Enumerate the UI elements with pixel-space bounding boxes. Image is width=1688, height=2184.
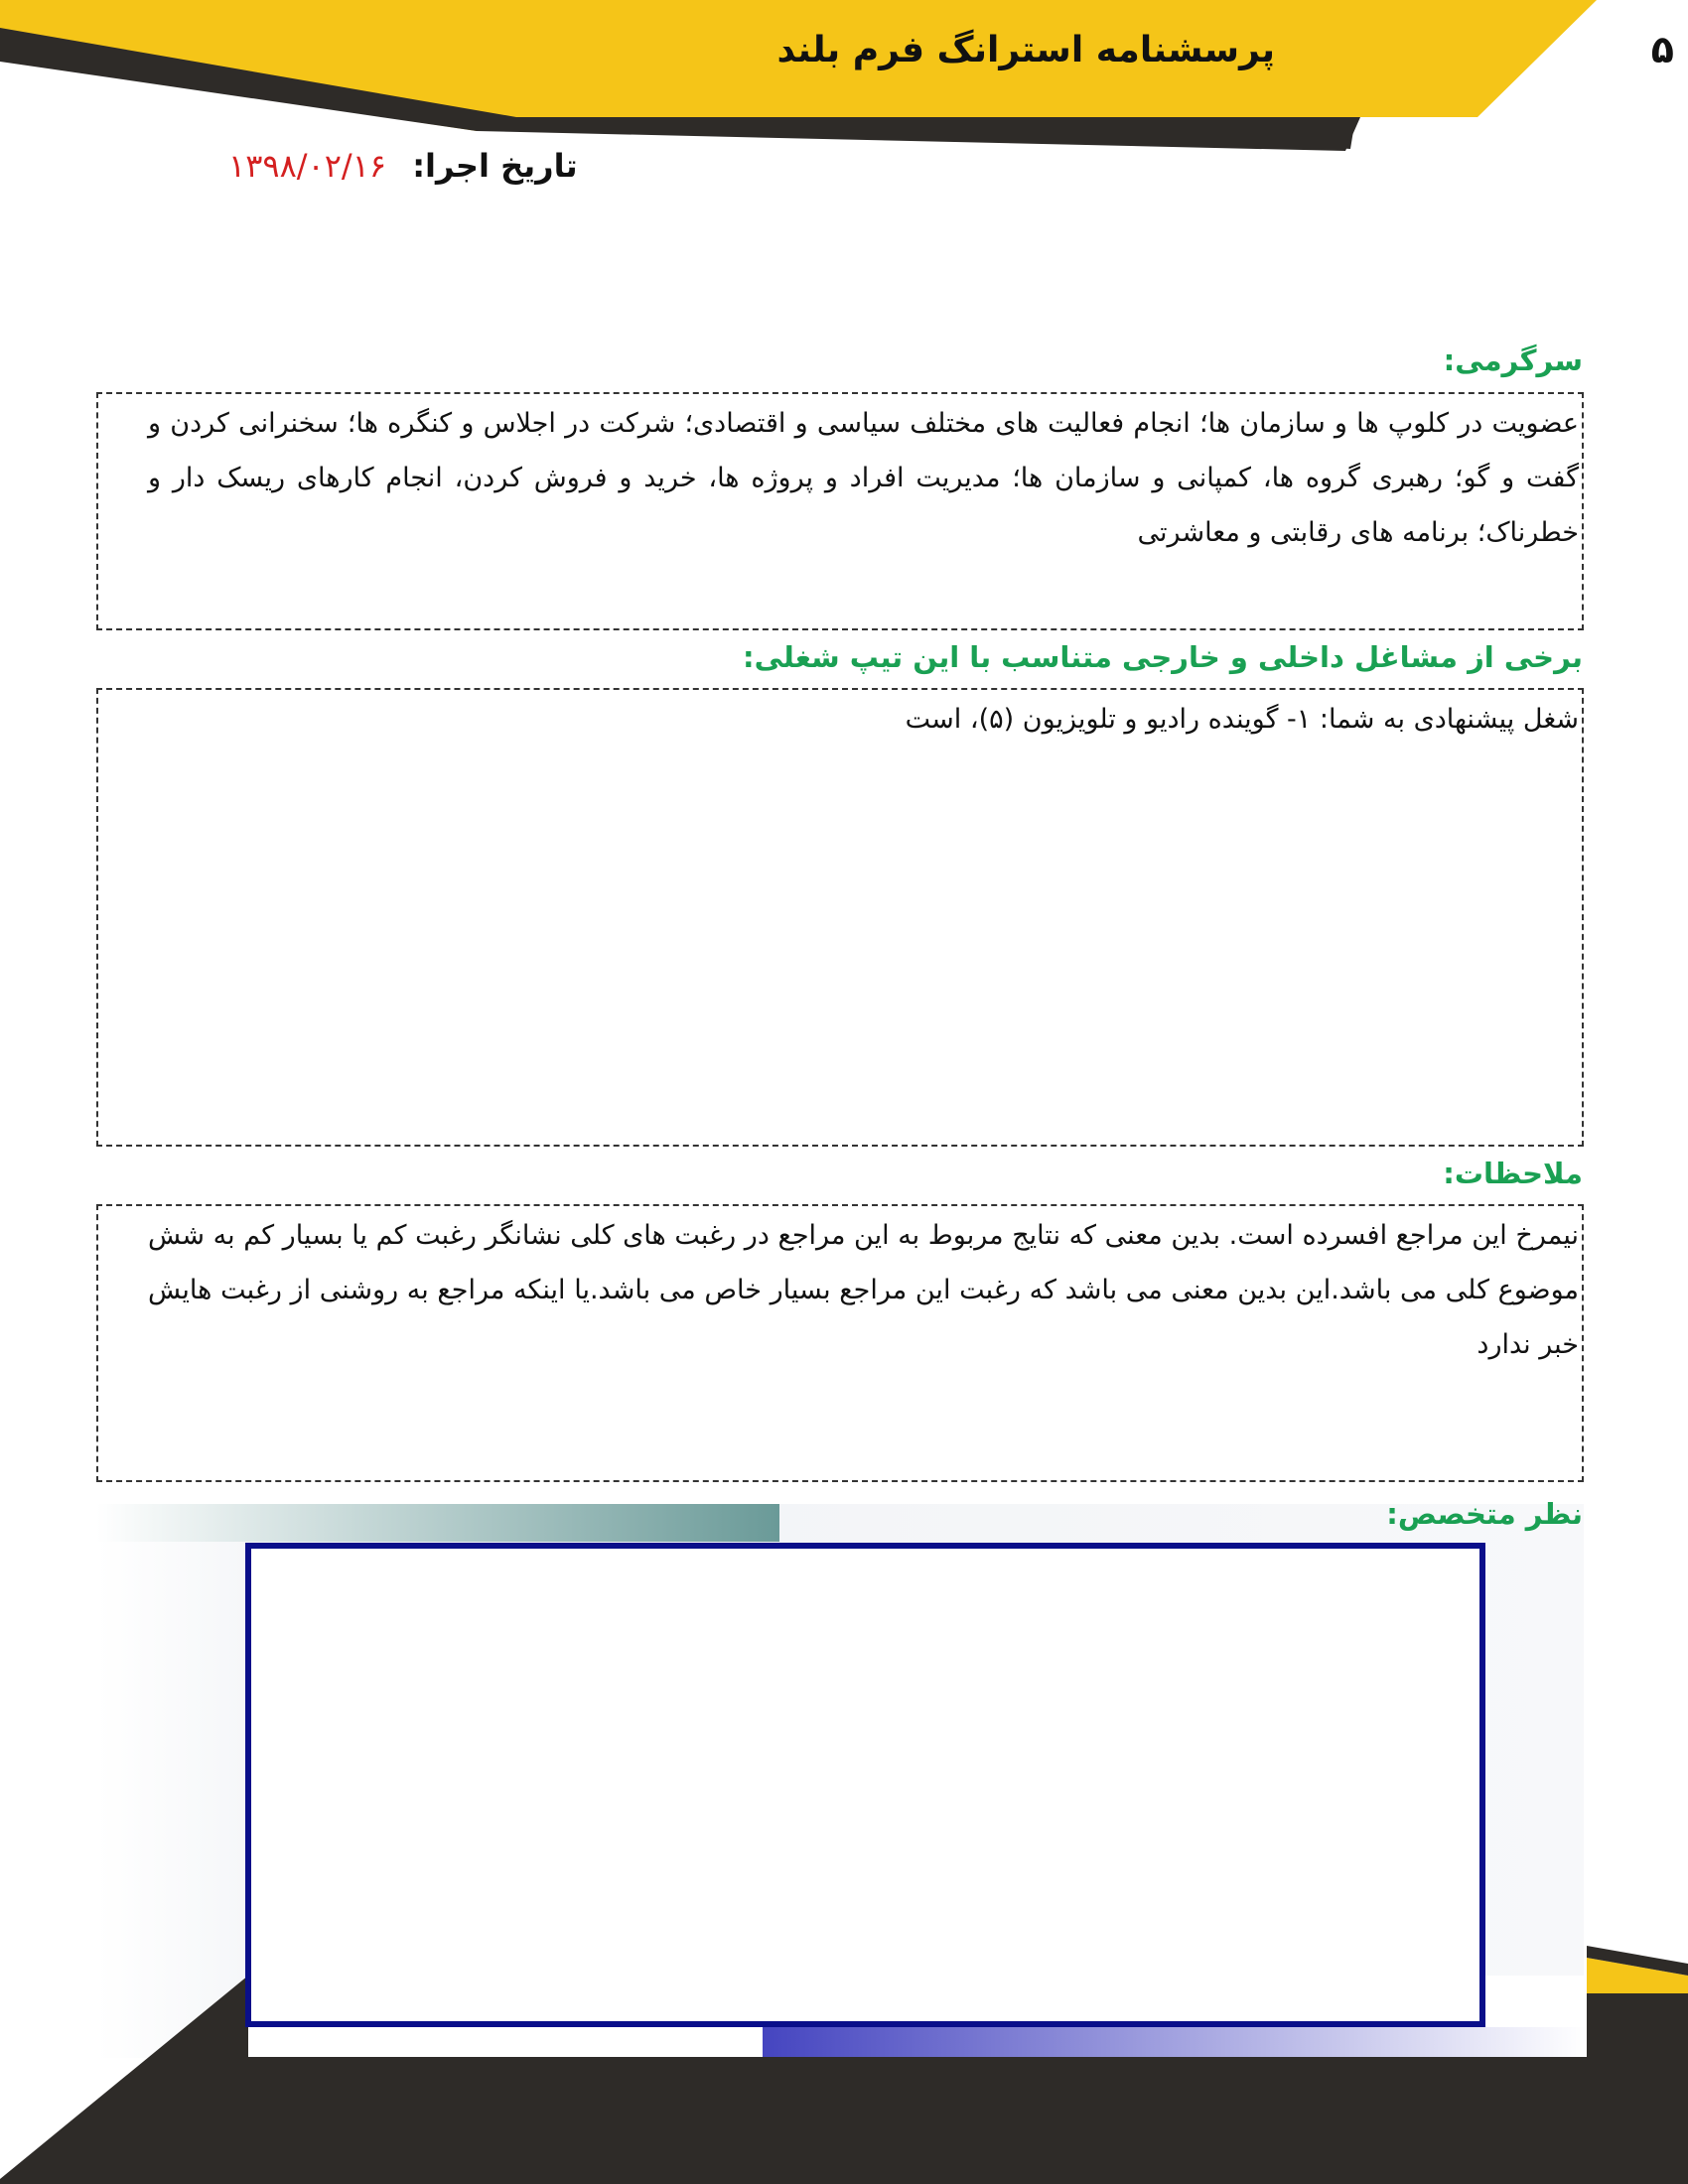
- blue-gradient-bar: [763, 2027, 1587, 2057]
- hobbies-text: عضویت در کلوپ ها و سازمان ها؛ انجام فعالیت های مختلف سیاسی و اقتصادی؛ شرکت در اجلاس و کنگره ها؛ سخنرانی کردن و گفت و گو؛ رهبری گروه ها، کمپانی و سازمان ها؛ مدیریت افراد و پروژه ها، خرید و فروش کردن، انجام کارهای ریسک دار و خطرناک؛ برنامه های رقابتی و معاشرتی: [148, 408, 1579, 548]
- hobbies-box: [96, 392, 1584, 630]
- occupations-heading: برخی از مشاغل داخلی و خارجی متناسب با این تیپ شغلی:: [743, 640, 1583, 674]
- occupations-box: [96, 688, 1584, 1147]
- expert-heading: نظر متخصص:: [1386, 1497, 1583, 1531]
- hobbies-heading: سرگرمی:: [1443, 343, 1583, 377]
- page-title: پرسشنامه استرانگ فرم بلند: [776, 30, 1275, 70]
- teal-gradient-bar: [96, 1504, 779, 1542]
- occupations-text: شغل پیشنهادی به شما: ۱- گوینده رادیو و تلویزیون (۵)، است: [905, 704, 1579, 735]
- date-row: [228, 147, 578, 185]
- expert-opinion-frame: [245, 1543, 1485, 2027]
- notes-box: [96, 1204, 1584, 1482]
- page-number: ۵: [1650, 28, 1674, 71]
- date-value: ۱۳۹۸/۰۲/۱۶: [228, 147, 387, 185]
- notes-text: نیمرخ این مراجع افسرده است. بدین معنی که نتایج مربوط به این مراجع در رغبت های کلی نشانگر رغبت کم یا بسیار کم به شش موضوع کلی می باشد.این بدین معنی می باشد که رغبت این مراجع بسیار خاص می باشد.یا اینکه مراجع به روشنی از رغبت هایش خبر ندارد: [148, 1220, 1579, 1360]
- notes-heading: ملاحظات:: [1443, 1157, 1583, 1190]
- date-label: تاریخ اجرا:: [412, 147, 578, 185]
